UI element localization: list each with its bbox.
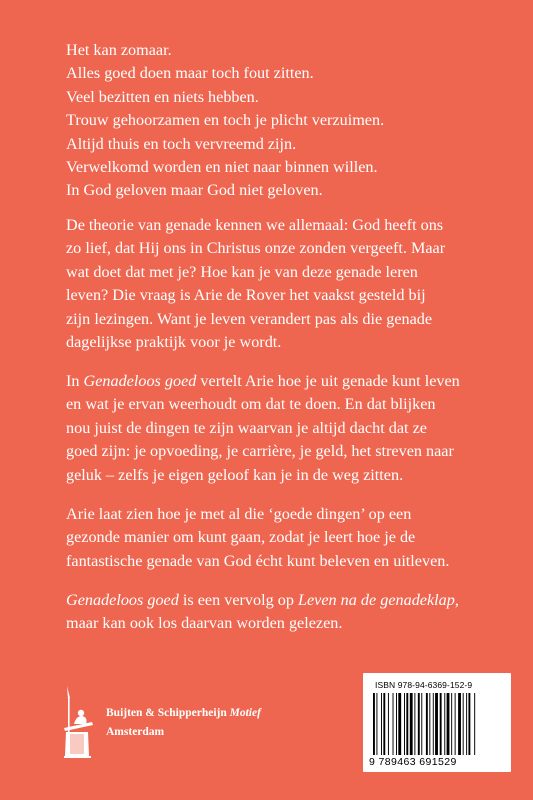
publisher-city: Amsterdam [106, 726, 165, 738]
text-line: De theorie van genade kennen we allemaal: God heeft ons [66, 216, 444, 234]
text-line: en wat je ervan weerhoudt om dat te doen. En dat blijken [66, 395, 436, 414]
poem-line: Altijd thuis en toch vervreemd zijn. [66, 134, 297, 153]
paragraph-good-things [66, 503, 506, 573]
text-line: zijn lezingen. Want je leven verandert pas als die genade [66, 309, 433, 328]
isbn-barcode [363, 673, 511, 772]
book-title: Genadeloos goed [66, 591, 179, 609]
text-line: nou juist de dingen te zijn waarvan je altijd dacht dat ze [66, 418, 427, 437]
publisher-name: Buijten & Schipperheijn Motief [106, 707, 261, 719]
text-line: maar kan ook los daarvan worden gelezen. [66, 614, 343, 633]
intro-poem [66, 39, 506, 203]
text-line: goed zijn: je opvoeding, je carrière, je geld, het streven naar [66, 442, 454, 461]
poem-line: Het kan zomaar. [66, 41, 172, 59]
text-line: geluk – zelfs je eigen geloof kan je in de weg zitten. [66, 465, 404, 484]
text-line: In Genadeloos goed vertelt Arie hoe je uit genade kunt leven [66, 372, 460, 390]
poem-line: Veel bezitten en niets hebben. [66, 87, 259, 106]
text-line: wat doet dat met je? Hoe kan je van deze genade leren [66, 262, 418, 281]
barcode-bars-icon [371, 693, 503, 755]
text-line: Genadeloos goed is een vervolg op Leven na de genadeklap, [66, 591, 459, 609]
poem-line: Trouw gehoorzamen en toch je plicht verzuimen. [66, 111, 385, 130]
publisher-logo-icon [62, 684, 96, 764]
poem-line: Alles goed doen maar toch fout zitten. [66, 64, 314, 83]
isbn-label: ISBN 978-94-6369-152-9 [375, 680, 473, 690]
barcode-number: 9 789463 691529 [369, 756, 457, 768]
book-title: Genadeloos goed [83, 372, 197, 390]
text-line: leven? Die vraag is Arie de Rover het vaakst gesteld bij [66, 286, 426, 305]
text-line: zo lief, dat Hij ons in Christus onze zonden vergeeft. Maar [66, 239, 446, 258]
text-line: Arie laat zien hoe je met al die ‘goede dingen’ op een [66, 505, 412, 523]
poem-line: Verwelkomd worden en niet naar binnen willen. [66, 158, 378, 177]
previous-book-title: Leven na de genadeklap [297, 591, 455, 609]
paragraph-sequel [66, 589, 506, 636]
text-line: fantastische genade van God écht kunt beleven en uitleven. [66, 551, 450, 570]
text-line: gezonde manier om kunt gaan, zodat je leert hoe je de [66, 528, 416, 547]
paragraph-theory [66, 214, 506, 354]
publisher-imprint [62, 684, 282, 764]
paragraph-book-description [66, 370, 506, 487]
poem-line: In God geloven maar God niet geloven. [66, 181, 323, 200]
imprint-name: Motief [229, 707, 261, 719]
text-line: dagelijkse praktijk voor je wordt. [66, 333, 282, 352]
